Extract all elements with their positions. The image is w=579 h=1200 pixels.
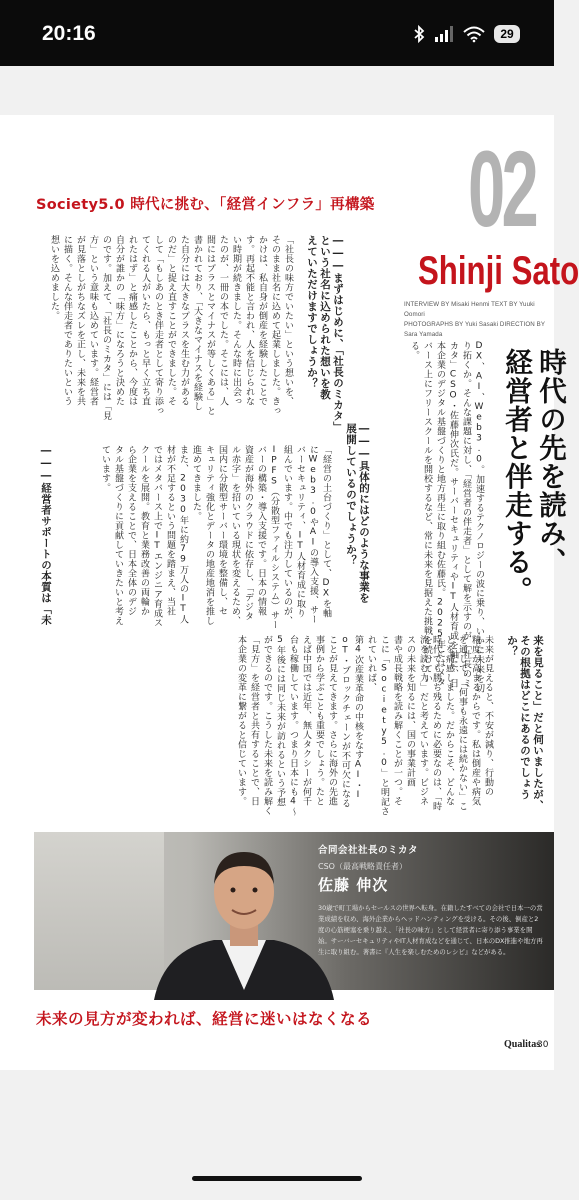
bottom-headline: 未来の見方が変われば、経営に迷いはなくなる	[36, 1010, 373, 1028]
answer-text: 「経営の土台づくり」として、DXを軸 にWeb3.0やAIの導入支援、サー バーセキュリティ、IT人材育成に取り 組んでいます。中でも注力しているのが、 IPFS（分散型ファイルシステム）サー バーの構築・導入支援です。日本の情報 資産が海外のクラウドに依存し、「デジタ ル赤字」を招いている現状を変えるため、 国内に分散型サーバー環境を整備し、セ キュリティ強化とデータの地産地消を推し 進めてきました。 また、2030年に約79万人のIT人 材が不足するという問題を踏まえ、当社 ではメタバース上でITエンジニア育成ス クールを展開。教育と業務改善の両輪か ら企業を支えることで、日本全体のデジ タル基盤づくりに貢献していきたいと考え ています。	[100, 445, 331, 630]
battery-icon: 29	[494, 25, 520, 43]
signal-icon	[434, 26, 454, 42]
magazine-brand: Qualitas	[504, 1039, 541, 1050]
page-number: 30	[537, 1040, 549, 1050]
company-name: 合同会社社長のミカタ	[318, 845, 419, 856]
question-heading: ―――経営者サポートの本質は「未	[40, 445, 52, 626]
bluetooth-icon	[413, 25, 425, 43]
hero-line: 時代の先を読み、	[534, 348, 566, 576]
role-title: CSO（最高戦略責任者）	[318, 862, 407, 871]
lead-line: DX、AI、Web3.0。加速するテクノロジーの波に乗り、いかに未来を切	[474, 341, 484, 693]
section-title: Society5.0 時代に挑む、「経営インフラ」再構築	[36, 197, 375, 213]
person-figure	[144, 840, 344, 1000]
lead-line: カタ」CSO・佐藤伸次氏だ。サーバーセキュリティやIT人材育成を軸に、日	[448, 341, 458, 688]
question-heading: 来を見ること」だと伺いましたが、 その根拠はどこにあるのでしょう か？	[506, 635, 544, 811]
magazine-page[interactable]	[0, 115, 579, 1070]
lead-line: 本企業のデジタル基盤づくりと地方再生に取り組む佐藤氏。2025年にはメタ	[435, 341, 445, 687]
hero-line: 経営者と伴走する。	[500, 348, 532, 605]
wifi-icon	[463, 26, 485, 42]
answer-text: 未来が見えると、不安が減り、行動の 精度が高まるからです。私は倒産や病気 を通して、「何事も永遠には続かない」こ とを痛感しました。だからこそ、どんな 時代でも勝ち残るために必要なのは、「時 流を読む力」だと考えています。ビジネ スの未来を知るには、国の事業計画 書や成長戦略を読み解くことが一つ。そ こに「Society5.0」と明記されていれば、 第4次産業革命の中核をなすAI・I oT・ブロックチェーンが不可欠になる ことが見えてきます。さらに海外の先進 事例から学ぶことも重要でしょう。たと えば中国では近年、無人タクシーが何千 台も稼働しています。つまり日本にも4〜 5年後には同じ未来が訪れるという予想 ができるのです。こうした未来を読み解く 「見方」を経営者と共有することで、日 本企業の変革に繋がると信じています。	[236, 635, 493, 817]
credits: INTERVIEW BY Misaki Henmi TEXT BY Yuuki Oomori PHOTOGRAPHS BY Yuki Sasaki DIRECTION BY Sara Yamada	[404, 301, 545, 338]
question-heading: ―――まずはじめに、「社長のミカタ」 という社名に込められた想いを教 えていただけますでしょうか？	[306, 235, 344, 433]
status-bar	[0, 0, 554, 66]
article-number: 02	[468, 128, 536, 249]
status-time: 20:16	[42, 22, 96, 45]
lead-line: り拓くか。そんな課題に対し、「経営者の伴走者」として解を示すのが「社長のミ	[461, 341, 471, 688]
profile-name: 佐藤 伸次	[318, 876, 389, 894]
profile-box	[318, 842, 543, 958]
interviewee-name: Shinji Sato	[418, 249, 579, 293]
question-heading: ―――具体的にはどのような事業を 展開しているのでしょうか？	[345, 423, 370, 604]
answer-text: 「社長の味方でいたい」という想いを、 そのまま社名に込めて起業しました。きっ かけは、私自身が倒産を経験したことで す。再起不能と言われ、人を信じられな い時期が続きました。そんな時に出会っ たのが、一冊の本でした。そこには、人 間にはプラスとマイナスが等しくある」と 書かれており、「大きなマイナスを経験し た自分には大きなプラスを生む力がある のだ」と捉え直すことができました。そ して「もしあのとき伴走者として寄り添っ てくれる人がいたら、もっと早く立ち直 れたはず」と痛感したことから、今度は 自分が誰かの「味方」になろうと決めた のです。加えて、「社長のミカタ」には「見 方」という意味も込めています。経営者 が見落としがちなズレを正し、未来を共 に描く。そんな伴走者でありたいという 想いを込めました。	[49, 235, 293, 421]
profile-bio: 30歳で町工場からセールスの世界へ転身。在籍したすべての会社で日本一の営業成績を収め、海外企業からヘッドハンティングを受ける。その後、倒産と2度の心筋梗塞を乗り越え、「社長の味方」として経営者に寄り添う事業を開始。サーバーセキュリティやIT人材育成などを通じて、日本のDX推進や地方再生に取り組む。著書に『人生を楽しむためのレシピ』などがある。	[318, 904, 543, 956]
status-icons	[413, 25, 520, 43]
home-indicator[interactable]	[192, 1176, 362, 1181]
lead-line: バース上にフリースクールを開校するなど、常に未来を見据えた挑戦を続けている。	[409, 341, 432, 683]
